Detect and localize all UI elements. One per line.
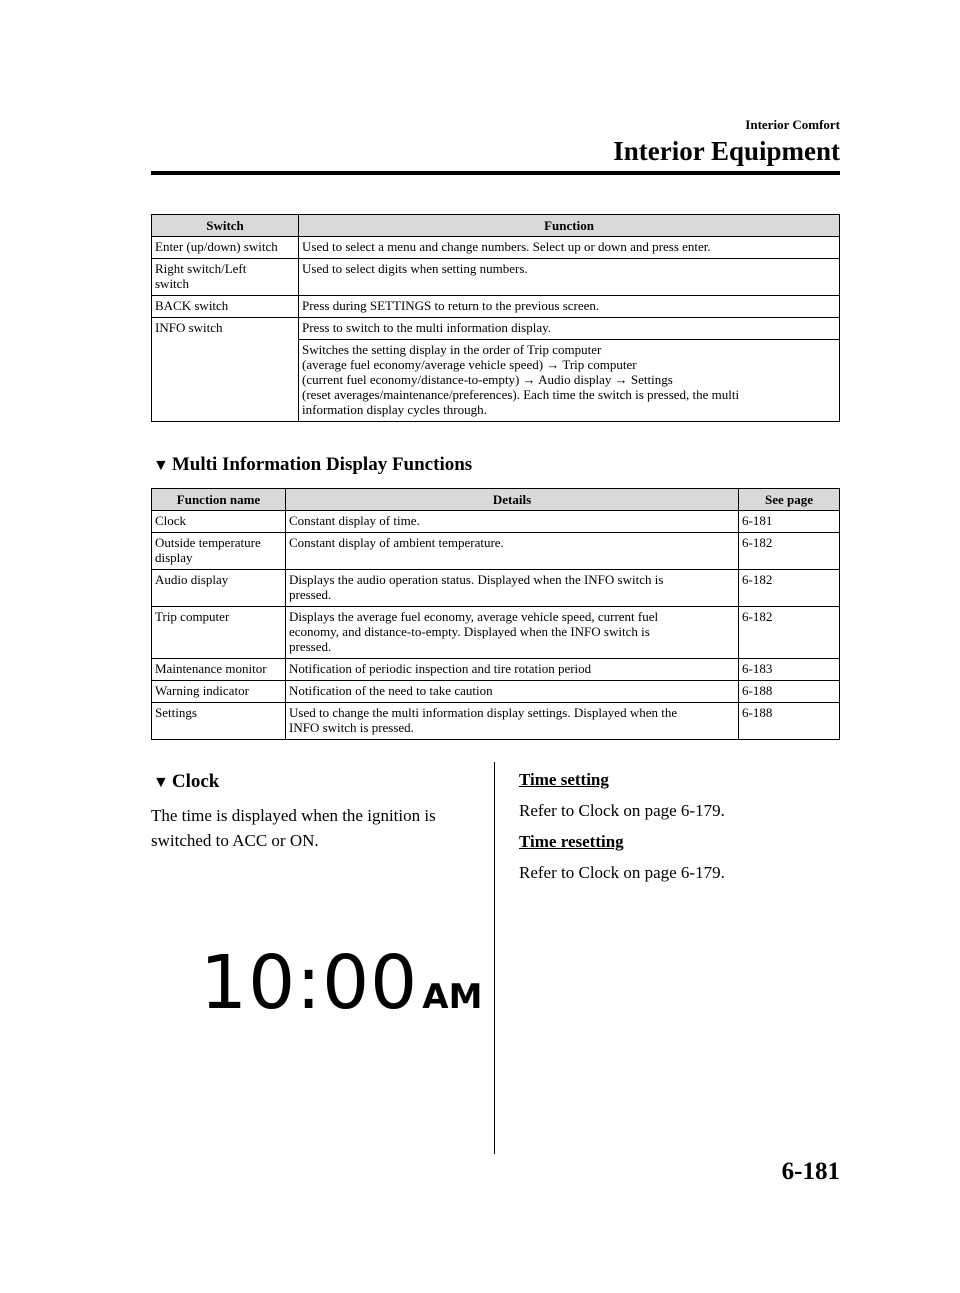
switch-name-cell: Right switch/Left switch — [152, 259, 299, 296]
switch-function-table — [151, 214, 840, 422]
function-name-cell: Clock — [152, 511, 286, 533]
function-name-cell: Settings — [152, 703, 286, 740]
switch-function-cell: Used to select a menu and change numbers. Select up or down and press enter. — [299, 237, 840, 259]
table-row — [152, 511, 840, 533]
table-row — [152, 703, 840, 740]
switch-function-cell: Press during SETTINGS to return to the previous screen. — [299, 296, 840, 318]
column-header-function-name: Function name — [152, 489, 286, 511]
clock-time: 10:00 — [200, 940, 419, 1026]
table-header-row — [152, 215, 840, 237]
table-row — [152, 296, 840, 318]
section-title: Interior Comfort — [745, 117, 840, 132]
function-name-cell: Maintenance monitor — [152, 659, 286, 681]
switch-name-cell: BACK switch — [152, 296, 299, 318]
chapter-title: Interior Equipment — [613, 136, 840, 166]
function-name-cell: Audio display — [152, 570, 286, 607]
table-row — [152, 681, 840, 703]
function-details-cell: Notification of the need to take caution — [286, 681, 739, 703]
table-row — [152, 340, 840, 422]
table-header-row — [152, 489, 840, 511]
switch-name-cell: INFO switch — [152, 318, 299, 340]
triangle-marker-icon: ▼ — [153, 774, 169, 791]
page-number: 6-181 — [781, 1158, 840, 1185]
switch-name-cell — [152, 340, 299, 422]
see-page-cell: 6-182 — [739, 570, 840, 607]
function-name-cell: Trip computer — [152, 607, 286, 659]
time-resetting-heading: Time resetting — [519, 832, 624, 851]
switch-function-cell: Switches the setting display in the order of Trip computer (average fuel economy/average vehicle speed) → Trip computer (current fuel economy/distance-to-empty) → Audio display → Settings (reset averages/maintenance/preferences). Each time the switch is pressed, the multi information display cycles through. — [299, 340, 840, 422]
column-divider — [494, 762, 495, 1154]
triangle-marker-icon: ▼ — [153, 457, 169, 474]
clock-body: The time is displayed when the ignition is switched to ACC or ON. — [151, 806, 436, 850]
function-name-cell: Outside temperature display — [152, 533, 286, 570]
function-details-cell: Displays the audio operation status. Displayed when the INFO switch is pressed. — [286, 570, 739, 607]
function-details-cell: Constant display of time. — [286, 511, 739, 533]
table-row — [152, 570, 840, 607]
header-divider — [151, 171, 840, 175]
clock-display-illustration — [200, 940, 483, 1026]
table-row — [152, 607, 840, 659]
page-header — [613, 117, 840, 167]
see-page-cell: 6-183 — [739, 659, 840, 681]
table-row — [152, 318, 840, 340]
column-header-see-page: See page — [739, 489, 840, 511]
table-row — [152, 237, 840, 259]
see-page-cell: 6-188 — [739, 681, 840, 703]
switch-function-cell: Used to select digits when setting numbers. — [299, 259, 840, 296]
functions-heading — [153, 454, 472, 477]
function-details-cell: Used to change the multi information display settings. Displayed when the INFO switch is pressed. — [286, 703, 739, 740]
column-header-switch: Switch — [152, 215, 299, 237]
display-functions-table — [151, 488, 840, 740]
function-name-cell: Warning indicator — [152, 681, 286, 703]
column-header-details: Details — [286, 489, 739, 511]
see-page-cell: 6-188 — [739, 703, 840, 740]
time-resetting-body: Refer to Clock on page 6-179. — [519, 863, 725, 882]
clock-heading — [153, 771, 219, 794]
clock-ampm: AM — [422, 977, 483, 1017]
clock-heading-text: Clock — [171, 771, 220, 792]
table-row — [152, 659, 840, 681]
switch-name-cell: Enter (up/down) switch — [152, 237, 299, 259]
see-page-cell: 6-182 — [739, 607, 840, 659]
time-setting-heading: Time setting — [519, 770, 609, 789]
column-header-function: Function — [299, 215, 840, 237]
time-setting-body: Refer to Clock on page 6-179. — [519, 801, 725, 820]
switch-function-cell: Press to switch to the multi information display. — [299, 318, 840, 340]
functions-heading-text: Multi Information Display Functions — [171, 454, 473, 475]
table-row — [152, 259, 840, 296]
function-details-cell: Notification of periodic inspection and tire rotation period — [286, 659, 739, 681]
see-page-cell: 6-181 — [739, 511, 840, 533]
function-details-cell: Constant display of ambient temperature. — [286, 533, 739, 570]
see-page-cell: 6-182 — [739, 533, 840, 570]
function-details-cell: Displays the average fuel economy, average vehicle speed, current fuel economy, and distance-to-empty. Displayed when the INFO switch is pressed. — [286, 607, 739, 659]
table-row — [152, 533, 840, 570]
